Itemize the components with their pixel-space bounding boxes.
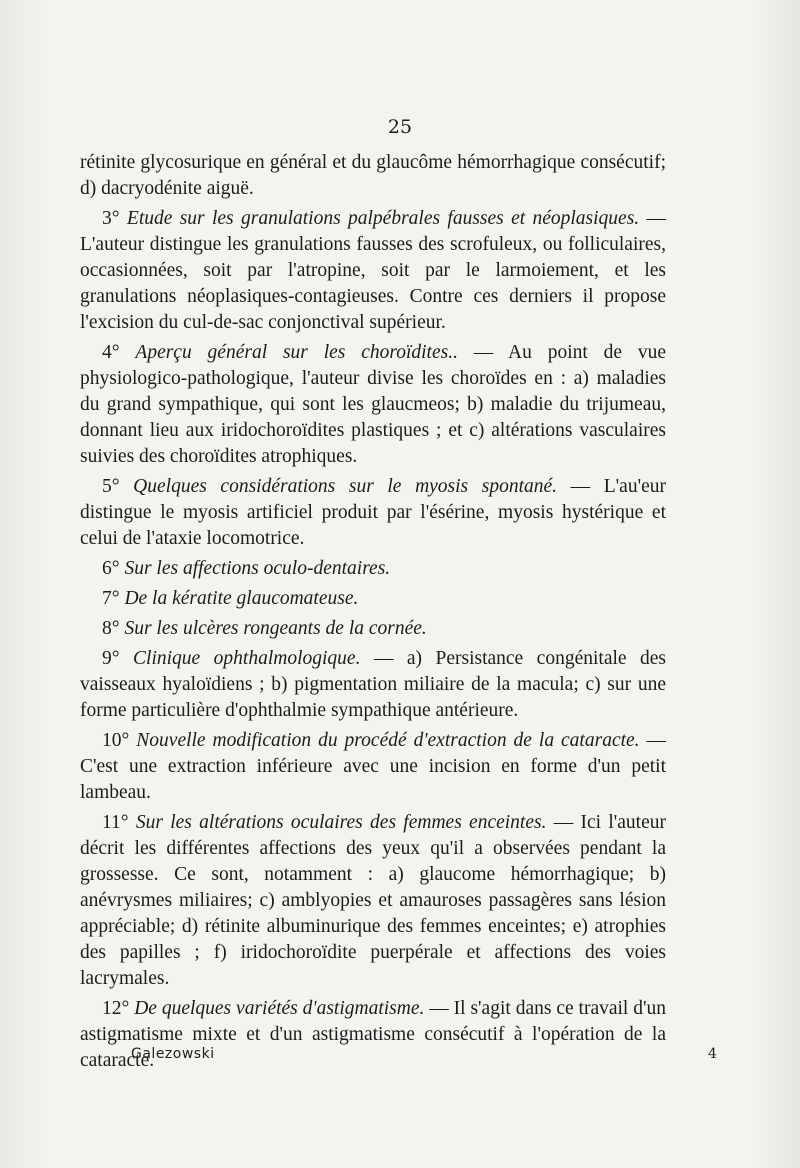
paragraph-3 — [80, 206, 666, 336]
footer-author: Galezowski — [131, 1046, 215, 1062]
item-title: De la kératite glaucomateuse. — [124, 588, 359, 609]
paragraph-text: — Au point de vue physiologico-pathologique, l'auteur divise les choroïdes en : a) maladies du grand sympathique, qui sont les glaucmeos; b) maladie du trijumeau, donnant lieu aux iridochoroïdites plastiques ; et c) altérations vasculaires suivies des choroïdites atrophiques. — [80, 342, 667, 467]
paragraph-10 — [80, 728, 666, 806]
item-number: 11° — [102, 812, 129, 833]
paragraph-11 — [80, 810, 666, 992]
item-title: Nouvelle modification du procédé d'extraction de la cataracte. — [136, 730, 640, 751]
paragraph-text: — a) Persistance congénitale des vaisseaux hyaloïdiens ; b) pigmentation miliaire de la macula; c) sur une forme particulière d'ophthalmie sympathique antérieure. — [80, 648, 667, 721]
item-number: 12° — [102, 998, 130, 1019]
paragraph-7 — [80, 586, 666, 612]
item-title: De quelques variétés d'astigmatisme. — [134, 998, 425, 1019]
item-title: Sur les altérations oculaires des femmes enceintes. — [135, 812, 547, 833]
item-number: 3° — [102, 208, 120, 229]
paragraph-9 — [80, 646, 666, 724]
item-title: Clinique ophthalmologique. — [133, 648, 361, 669]
paragraph-12 — [80, 996, 666, 1074]
item-number: 9° — [102, 648, 120, 669]
paragraph-0 — [80, 150, 666, 202]
item-number: 8° — [102, 618, 120, 639]
paragraph-text: — Ici l'auteur décrit les différentes affections des yeux qu'il a observées pendant la grossesse. Ce sont, notamment : a) glaucome hémorrhagique; b) anévrysmes miliaires; c) amblyopies et amauroses passagères sans lésion appréciable; d) rétinite albuminurique des femmes enceintes; e) atrophies des papilles ; f) iridochoroïdite puerpérale et affections des voies lacrymales. — [80, 812, 666, 989]
paragraph-text: — L'auteur distingue les granulations fausses des scrofuleux, ou folliculaires, occasionnées, soit par l'atropine, soit par le larmoiement, et les granulations néoplasiques-contagieuses. Contre ces derniers il propose l'excision du cul-de-sac conjonctival supérieur. — [80, 208, 667, 333]
item-number: 7° — [102, 588, 120, 609]
paragraph-text: rétinite glycosurique en général et du glaucôme hémorrhagique consécutif; d) dacryodénite aiguë. — [80, 152, 666, 199]
item-title: Etude sur les granulations palpébrales fausses et néoplasiques. — [126, 208, 640, 229]
item-title: Sur les ulcères rongeants de la cornée. — [124, 618, 427, 639]
paragraph-text: — C'est une extraction inférieure avec une incision en forme d'un petit lambeau. — [80, 730, 667, 803]
body-text — [80, 150, 666, 1078]
page-number: 25 — [387, 116, 413, 138]
paragraph-text: — Il s'agit dans ce travail d'un astigmatisme mixte et d'un astigmatisme consécutif à l'opération de la cataracte. — [80, 998, 666, 1071]
item-number: 10° — [102, 730, 130, 751]
item-title: Sur les affections oculo-dentaires. — [124, 558, 391, 579]
item-number: 5° — [102, 476, 120, 497]
paragraph-text: — L'au'eur distingue le myosis artificiel produit par l'ésérine, myosis hystérique et celui de l'ataxie locomotrice. — [80, 476, 666, 549]
item-title: Aperçu général sur les choroïdites.. — [135, 342, 458, 363]
paragraph-5 — [80, 474, 666, 552]
item-number: 6° — [102, 558, 120, 579]
footer-signature-mark: 4 — [708, 1046, 717, 1062]
paragraph-6 — [80, 556, 666, 582]
paragraph-8 — [80, 616, 666, 642]
paragraph-4 — [80, 340, 666, 470]
item-title: Quelques considérations sur le myosis spontané. — [133, 476, 558, 497]
item-number: 4° — [102, 342, 120, 363]
